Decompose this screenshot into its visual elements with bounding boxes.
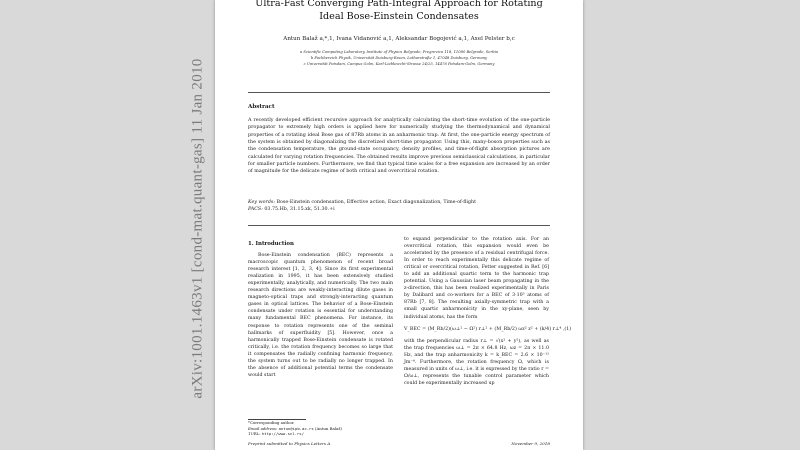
footnote-email-name: (Antun Balaž) [314, 425, 342, 431]
abstract-heading: Abstract [248, 104, 275, 110]
intro-paragraph-right-2: with the perpendicular radius r⊥ = √(x² + y²), as well as the trap frequencies ω⊥ = 2π × 64.8 Hz, ωz = 2π × 11.0 Hz, and the trap anharmonicity k = k_BEC = 2.6 × 10⁻¹¹ Jm⁻⁴. Furthermore, the rotation frequency Ω, which is measured in units of ω⊥, i.e. it is expressed by the ratio r = Ω/ω⊥, represents the tunable control parameter which could be experimentally increased up [404, 338, 549, 386]
paper-title [215, 0, 583, 23]
footnote-url-label: 1URL: [248, 431, 261, 437]
left-column [248, 241, 393, 379]
keywords-text: Bose-Einstein condensation, Effective action, Exact diagonalization, Time-of-flight [276, 200, 477, 205]
affiliation-b: b Fachbereich Physik, Universität Duisburg-Essen, Lotharstraße 1, 47048 Duisburg, Germany [310, 56, 488, 61]
keywords-block [248, 199, 550, 213]
keywords-label: Key words: [248, 200, 275, 205]
footnote-url-line [248, 431, 398, 437]
right-column [404, 236, 572, 387]
affiliation-c: c Universität Potsdam, Campus Golm, Karl-Liebknecht-Strasse 24/25, 14476 Potsdam-Golm, Germany [303, 62, 495, 67]
affiliations [215, 49, 583, 68]
pacs-text: 03.75.Hb, 31.15.xk, 51.30.+i [264, 207, 335, 213]
footnote-email-label: Email address: [248, 425, 278, 431]
footnotes [248, 420, 398, 437]
paper-page [215, 0, 583, 450]
abstract-text: A recently developed efficient recursive approach for analytically calculating the short-time evolution of the one-particle propagator to extremely high orders is applied here for numerically studying the thermodynamical and dynamical properties of a rotating ideal Bose gas of 87Rb atoms in an anharmonic trap. At first, the one-particle energy spectrum of the system is obtained by diagonalizing the discretized short-time propagator. Using this, many-boson properties such as the condensation temperature, the ground-state occupancy, density profiles, and time-of-flight absorption pictures are calculated for varying rotation frequencies. The obtained results improve previous semiclassical calculations, in particular for smaller particle numbers. Furthermore, we find that typical time scales for a free expansion are increased by an order of magnitude for the delicate regime of both critical and overcritical rotation. [248, 117, 550, 175]
pacs-label: PACS: [248, 207, 263, 213]
preprint-note: Preprint submitted to Physics Letters A [248, 441, 331, 446]
arxiv-identifier-stamp: arXiv:1001.1463v1 [cond-mat.quant-gas] 11 Jan 2010 [189, 58, 206, 399]
intro-paragraph-right-1: to expand perpendicular to the rotation axis. For an overcritical rotation, this expansion would even be accelerated by the presence of a residual centrifugal force. In order to reach experimentally this delicate regime of critical or overcritical rotation, Fetter suggested in Ref. [6] to add an additional quartic term to the harmonic trap potential. Using a Gaussian laser beam propagating in the z-direction, this has been realized experimentally in Paris by Dalibard and co-workers for a BEC of 3·10⁵ atoms of 87Rb [7, 8]. The resulting axially-symmetric trap with a small quartic anharmonicity in the xy-plane, seen by individual atoms, has the form [404, 237, 549, 320]
title-line-2: Ideal Bose-Einstein Condensates [319, 10, 479, 22]
author-list: Antun Balaž a,*,1, Ivana Vidanović a,1, Aleksandar Bogojević a,1, Axel Pelster b,c [283, 36, 515, 42]
abstract-top-rule [248, 92, 550, 93]
affiliation-a: a Scientific Computing Laboratory, Institute of Physics Belgrade, Pregrevica 118, 11080 Belgrade, Serbia [300, 50, 498, 54]
footnote-email-link[interactable]: antun@ipb.ac.rs [278, 425, 314, 431]
abstract-bottom-rule [248, 225, 550, 226]
title-line-1: Ultra-Fast Converging Path-Integral Approach for Rotating [255, 0, 543, 9]
preprint-date: November 9, 2018 [511, 441, 550, 446]
section-heading: 1. Introduction [248, 241, 294, 247]
equation-body: V_BEC = (M_Rb/2)(ω⊥² − Ω²) r⊥² + (M_Rb/2) ωz² z² + (k/4) r⊥⁴ , [404, 326, 565, 332]
equation-number: (1) [564, 326, 572, 332]
footnote-url-link[interactable]: http://www.scl.rs/ [261, 431, 304, 437]
footnote-corresponding: *Corresponding author. [248, 420, 295, 425]
intro-paragraph-left: Bose-Einstein condensation (BEC) represents a macroscopic quantum phenomenon of recent broad research interest [1, 2, 3, 4]. Since its first experimental realization in 1995, it has been extensively studied experimentally, analytically, and numerically. The two main research directions are weakly-interacting dilute gases in magneto-optical traps and strongly-interacting quantum gases in optical lattices. The behavior of a Bose-Einstein condensate under rotation is essential for understanding many fundamental BEC phenomena. For instance, its response to rotation represents one of the seminal hallmarks of superfluidity [5]. However, once a harmonically trapped Bose-Einstein condensate is rotated critically, i.e. the rotation frequency becomes so large that it compensates the radially confining harmonic frequency, the system turns out to be radially no longer trapped. In the absence of additional potential terms the condensate would start [248, 253, 393, 378]
equation-1 [404, 326, 572, 333]
